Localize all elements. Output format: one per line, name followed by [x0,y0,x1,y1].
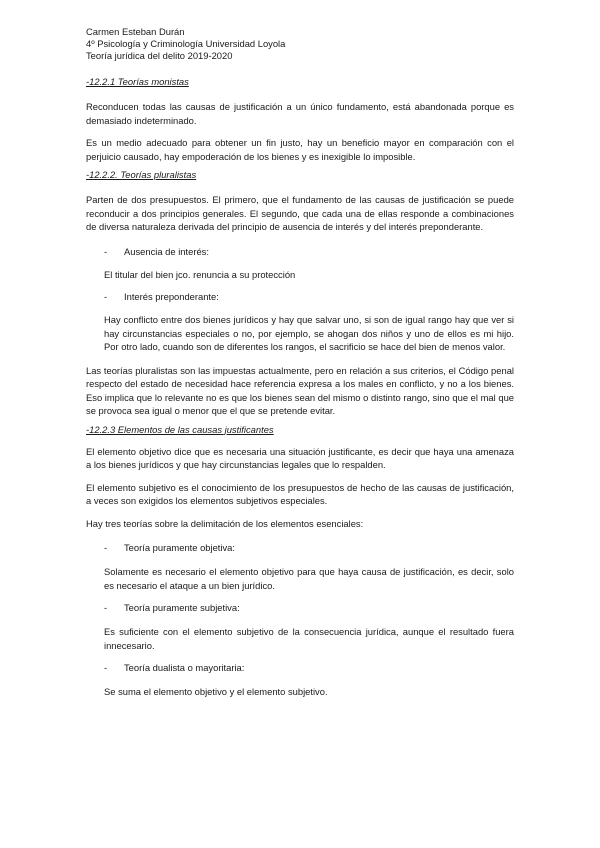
section-title-monistas: -12.2.1 Teorías monistas [86,76,189,87]
bullet-dash: - [104,602,108,613]
bullet-label: Teoría dualista o mayoritaria: [124,662,245,673]
header-subject: Teoría jurídica del delito 2019-2020 [86,50,233,61]
header-course: 4º Psicología y Criminología Universidad Loyola [86,38,286,49]
bullet-item [86,662,514,674]
bullet-text: Se suma el elemento objetivo y el elemento subjetivo. [104,686,328,697]
bullet-text: El titular del bien jco. renuncia a su protección [104,268,296,280]
bullet-dash: - [104,542,108,553]
bullet-text: Solamente es necesario el elemento objetivo para que haya causa de justificación, es decir, solo es necesario el ataque a un bien jurídico. [104,566,514,591]
paragraph: Parten de dos presupuestos. El primero, que el fundamento de las causas de justificación se puede reconducir a dos principios generales. El segundo, que cada una de ellas responde a combinaciones de diversa naturaleza derivada del principio de ausencia de interés y del interés preponderante. [86,194,514,232]
bullet-label: Teoría puramente objetiva: [124,542,236,553]
paragraph: Las teorías pluralistas son las impuestas actualmente, pero en relación a sus criterios, el Código penal respecto del estado de necesidad hace referencia expresa a los males en conflicto, y no a los bienes. Eso implica que lo relevante no es que los bienes sean del mismo o distinto rango, sino que el mal que se provoca sea igual o menor que el que se pretende evitar. [86,364,514,416]
bullet-dash: - [104,245,108,257]
section-title-elementos: -12.2.3 Elementos de las causas justificantes [86,423,274,435]
paragraph: Es un medio adecuado para obtener un fin justo, hay un beneficio mayor en comparación con el perjuicio causado, hay empoderación de los bienes y es inexigible lo imposible. [86,137,514,162]
bullet-item [86,246,514,258]
bullet-label: Ausencia de interés: [124,245,209,257]
bullet-label: Teoría puramente subjetiva: [124,602,240,613]
paragraph: Reconducen todas las causas de justificación a un único fundamento, está abandonada porque es demasiado indeterminado. [86,101,514,126]
bullet-text: Es suficiente con el elemento subjetivo de la consecuencia jurídica, aunque el resultado fuera innecesario. [104,626,514,651]
header-author: Carmen Esteban Durán [86,26,185,37]
document-header [86,26,514,62]
paragraph: El elemento subjetivo es el conocimiento de los presupuestos de hecho de las causas de justificación, a veces son exigidos los elementos subjetivos especiales. [86,481,514,506]
bullet-dash: - [104,291,108,302]
paragraph: El elemento objetivo dice que es necesaria una situación justificante, es decir que haya una amenaza a los bienes jurídicos y que hay circunstancias legales que lo respalden. [86,445,514,470]
bullet-dash: - [104,662,108,673]
bullet-text: Hay conflicto entre dos bienes jurídicos y hay que salvar uno, si son de igual rango hay que ver si hay circunstancias especiales o no, por ejemplo, se ahogan dos niños y uno de ellos es mi hijo. Por otro lado, cuando son de diferentes los rangos, el sacrificio se hace del bien de menos valor. [104,314,514,352]
bullet-item [86,291,514,303]
bullet-item [86,542,514,554]
bullet-item [86,602,514,614]
bullet-label: Interés preponderante: [124,291,219,302]
paragraph: Hay tres teorías sobre la delimitación de los elementos esenciales: [86,517,364,529]
section-title-pluralistas: -12.2.2. Teorías pluralistas [86,169,197,180]
